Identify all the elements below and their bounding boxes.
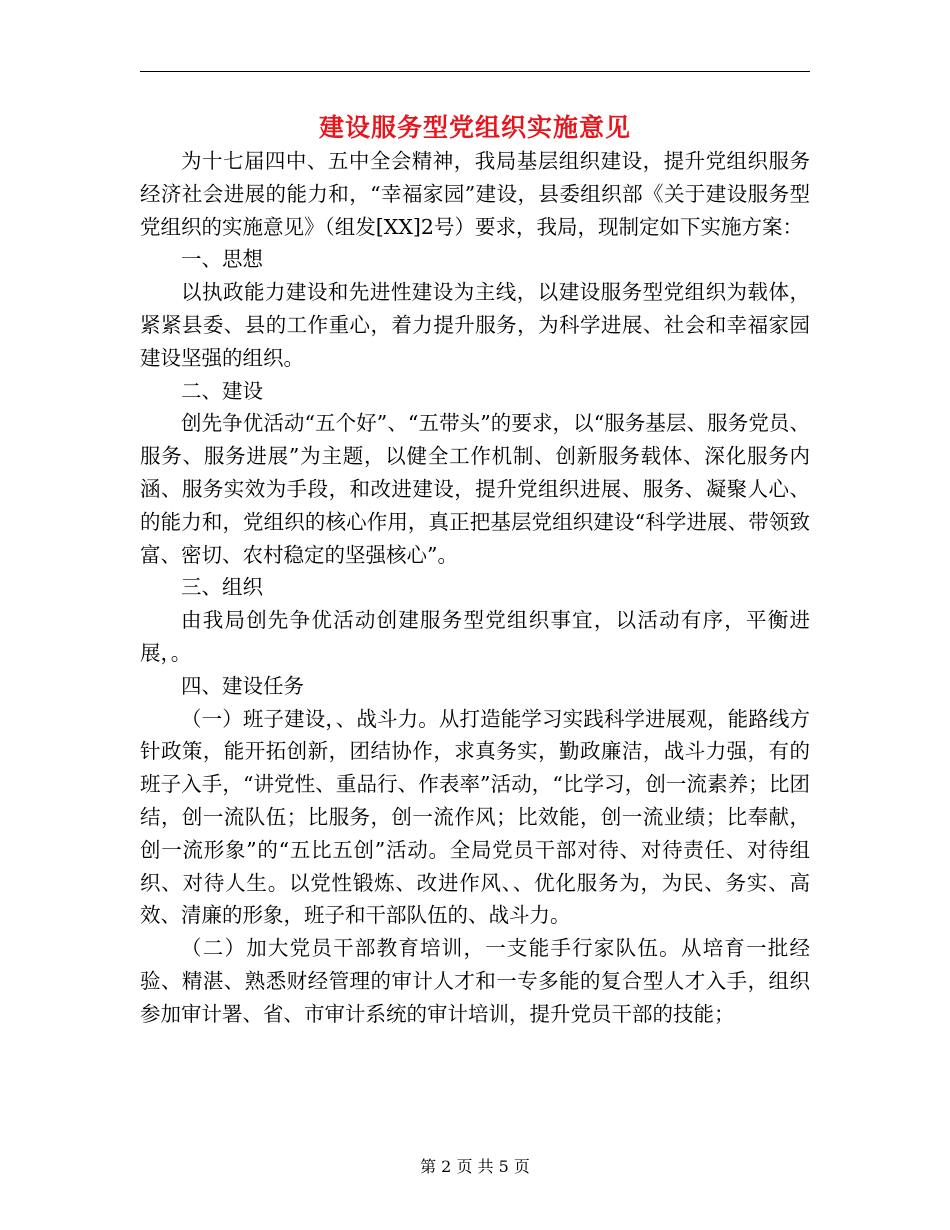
section-heading-2: 二、建设 [181, 378, 263, 403]
paragraph-section-1: 以执政能力建设和先进性建设为主线，以建设服务型党组织为载体，紧紧县委、县的工作重心，着力提升服务，为科学进展、社会和幸福家园建设坚强的组织。 [140, 280, 810, 370]
document-body [140, 145, 810, 1031]
paragraph-task-1: （一）班子建设，、战斗力。从打造能学习实践科学进展观，能路线方针政策，能开拓创新，团结协作，求真务实，勤政廉洁，战斗力强，有的班子入手，“讲党性、重品行、作表率”活动，“比学习，创一流素养；比团结，创一流队伍；比服务，创一流作风；比效能，创一流业绩；比奉献，创一流形象”的“五比五创”活动。全局党员干部对待、对待责任、对待组织、对待人生。以党性锻炼、改进作风、、优化服务为，为民、务实、高效、清廉的形象，班子和干部队伍的、战斗力。 [140, 706, 810, 928]
paragraph-section-3: 由我局创先争优活动创建服务型党组织事宜，以活动有序，平衡进展，。 [140, 608, 810, 665]
section-heading-3: 三、组织 [181, 575, 263, 600]
header-rule [140, 71, 810, 72]
document-title: 建设服务型党组织实施意见 [318, 113, 631, 142]
page-number: 第 2 页 共 5 页 [420, 1157, 530, 1176]
paragraph-section-2: 创先争优活动“五个好”、“五带头”的要求，以“服务基层、服务党员、服务、服务进展”为主题，以健全工作机制、创新服务载体、深化服务内涵、服务实效为手段，和改进建设，提升党组织进展、服务、凝聚人心、的能力和，党组织的核心作用，真正把基层党组织建设“科学进展、带领致富、密切、农村稳定的坚强核心”。 [140, 411, 810, 567]
section-heading-4: 四、建设任务 [181, 673, 304, 698]
section-heading-1: 一、思想 [181, 247, 263, 272]
paragraph-intro: 为十七届四中、五中全会精神，我局基层组织建设，提升党组织服务经济社会进展的能力和，“幸福家园”建设，县委组织部《关于建设服务型党组织的实施意见》（组发[XX]2号）要求，我局，现制定如下实施方案： [140, 149, 810, 239]
paragraph-task-2: （二）加大党员干部教育培训，一支能手行家队伍。从培育一批经验、精湛、熟悉财经管理的审计人才和一专多能的复合型人才入手，组织参加审计署、省、市审计系统的审计培训，提升党员干部的技能； [140, 936, 810, 1026]
